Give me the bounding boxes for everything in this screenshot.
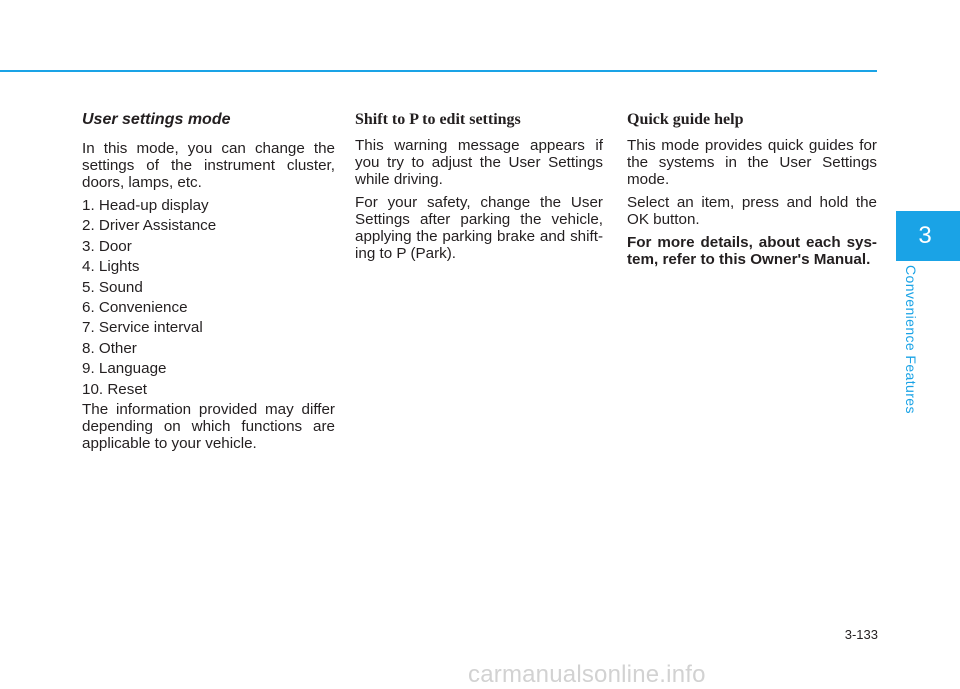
- page-number: 3-133: [844, 627, 878, 642]
- list-item: 2. Driver Assistance: [82, 217, 217, 235]
- list-item: 8. Other: [82, 339, 137, 357]
- column-quick-guide: [627, 111, 877, 274]
- list-item: 1. Head-up display: [82, 197, 209, 214]
- select-item-paragraph: Select an item, press and hold the OK button.: [627, 194, 877, 228]
- heading-quick-guide-help: Quick guide help: [627, 111, 744, 128]
- heading-shift-to-p: Shift to P to edit settings: [355, 111, 521, 128]
- column-user-settings: [82, 111, 335, 458]
- chapter-tab: [896, 211, 960, 261]
- intro-paragraph: In this mode, you can change the settings of the instrument cluster, doors, lamps, etc.: [82, 140, 335, 191]
- warning-paragraph: This warning message appears if you try to adjust the User Settings while driving.: [355, 137, 603, 188]
- list-item: 6. Convenience: [82, 298, 188, 316]
- list-item: 5. Sound: [82, 278, 143, 296]
- manual-note: For more details, about each sys-tem, refer to this Owner's Manual.: [627, 234, 877, 268]
- list-item: 7. Service interval: [82, 319, 203, 337]
- outro-paragraph: The information provided may differ depending on which functions are applicable to your vehicle.: [82, 400, 335, 452]
- quick-guide-paragraph: This mode provides quick guides for the systems in the User Settings mode.: [627, 137, 877, 188]
- chapter-title: Convenience Features: [903, 265, 919, 414]
- list-item: 3. Door: [82, 237, 132, 255]
- header-rule: [0, 70, 877, 72]
- chapter-number: 3: [918, 222, 932, 249]
- list-item: 9. Language: [82, 360, 167, 378]
- column-shift-to-p: [355, 111, 603, 268]
- list-item: 4. Lights: [82, 258, 140, 276]
- heading-user-settings-mode: User settings mode: [82, 111, 231, 128]
- settings-list: [82, 197, 335, 398]
- list-item: 10. Reset: [82, 380, 148, 398]
- safety-paragraph: For your safety, change the User Settings after parking the vehicle, applying the parking brake and shift-ing to P (Park).: [355, 194, 603, 262]
- watermark: carmanualsonline.info: [468, 661, 706, 688]
